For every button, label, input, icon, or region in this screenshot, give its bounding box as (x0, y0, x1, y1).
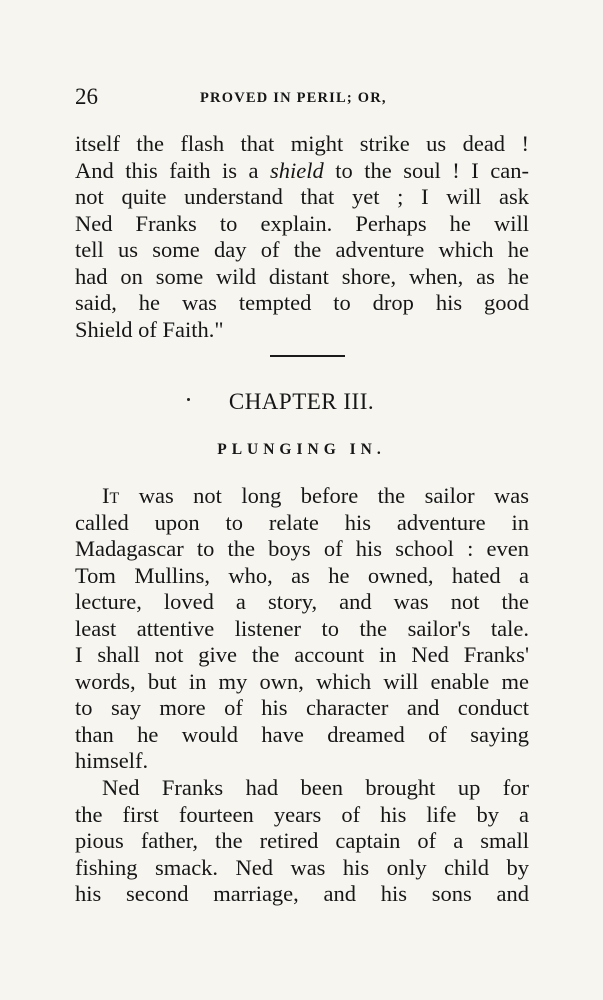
text-line: not quite understand that yet ; I will ask (75, 184, 529, 209)
text-line: It was not long before the sailor was (102, 483, 529, 508)
paragraph-2 (75, 775, 529, 908)
text-line: to say more of his character and conduct (75, 695, 529, 720)
text-line: than he would have dreamed of saying (75, 721, 529, 747)
text-line: Ned Franks to explain. Perhaps he will (75, 210, 529, 236)
text-line: I shall not give the account in Ned Franks' (75, 642, 529, 667)
paragraph-1 (75, 483, 529, 775)
running-head: PROVED IN PERIL; OR, (200, 90, 387, 106)
text-line: And this faith is a shield to the soul ! I can- (75, 157, 529, 183)
text-line: his second marriage, and his sons and (75, 881, 529, 906)
text-line: called upon to relate his adventure in (75, 509, 529, 535)
text-line: tell us some day of the adventure which he (75, 237, 529, 262)
chapter-heading: CHAPTER III. (228, 389, 375, 414)
text-line: lecture, loved a story, and was not the (75, 589, 529, 614)
text-line: itself the flash that might strike us dead ! (75, 131, 529, 156)
continued-text (75, 131, 529, 343)
opening-word: It (102, 483, 120, 508)
chapter-title: PLUNGING IN. (217, 441, 386, 458)
section-divider (270, 355, 345, 357)
text-line: said, he was tempted to drop his good (75, 290, 529, 315)
text-line: Shield of Faith." (75, 316, 224, 342)
emphasis-word: shield (270, 157, 324, 183)
text-line: fishing smack. Ned was his only child by (75, 854, 529, 880)
text-line: himself. (75, 748, 149, 773)
text-line: the first fourteen years of his life by a (75, 801, 529, 827)
text-line: words, but in my own, which will enable me (75, 668, 529, 694)
text-line: Madagascar to the boys of his school : even (75, 536, 529, 561)
text-line: Ned Franks had been brought up for (102, 775, 529, 800)
text-line: pious father, the retired captain of a small (75, 828, 529, 853)
text-line: least attentive listener to the sailor's tale. (75, 615, 529, 641)
page-number: 26 (75, 84, 98, 109)
text-line: had on some wild distant shore, when, as he (75, 263, 529, 289)
text-line: Tom Mullins, who, as he owned, hated a (75, 562, 529, 588)
